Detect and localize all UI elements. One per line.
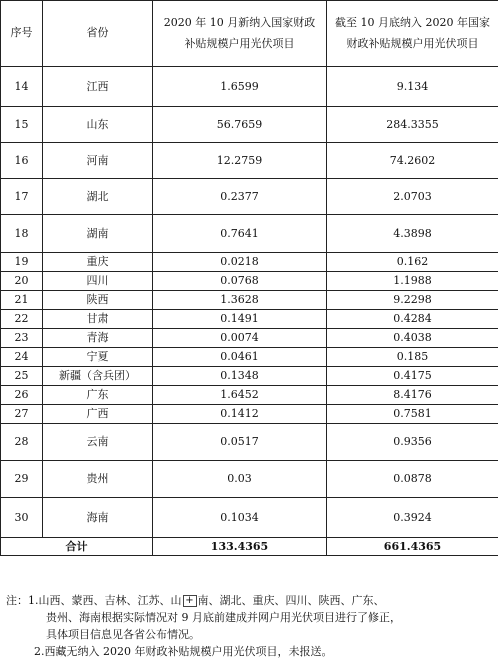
row-province: 甘肃 [43,310,153,329]
header-new-line1: 2020 年 10 月新纳入国家财政 [163,15,316,29]
table-row [1,291,498,310]
row-no: 14 [1,67,43,107]
row-cumulative-capacity: 2.0703 [327,179,498,215]
row-new-capacity: 0.1491 [153,310,327,329]
row-new-capacity: 1.3628 [153,291,327,310]
row-new-capacity: 12.2759 [153,143,327,179]
row-province: 湖南 [43,215,153,253]
row-cumulative-capacity: 0.3924 [327,498,498,538]
row-no: 21 [1,291,43,310]
header-cum-line2: 财政补贴规模户用光伏项目 [346,36,479,50]
row-cumulative-capacity: 8.4176 [327,386,498,405]
header-cum-line1: 截至 10 月底纳入 2020 年国家 [335,15,490,29]
row-no: 20 [1,272,43,291]
row-cumulative-capacity: 0.4175 [327,367,498,386]
row-new-capacity: 56.7659 [153,107,327,143]
table-header-row [1,1,498,67]
table-row [1,498,498,538]
row-new-capacity: 0.03 [153,461,327,498]
row-province: 山东 [43,107,153,143]
row-province: 广东 [43,386,153,405]
row-new-capacity: 0.0768 [153,272,327,291]
table-row [1,179,498,215]
row-cumulative-capacity: 0.0878 [327,461,498,498]
table-row [1,424,498,461]
plus-icon[interactable]: + [183,595,197,607]
row-cumulative-capacity: 0.4284 [327,310,498,329]
header-new-capacity [153,1,327,67]
row-no: 25 [1,367,43,386]
total-new: 133.4365 [153,538,327,556]
row-cumulative-capacity: 4.3898 [327,215,498,253]
row-no: 26 [1,386,43,405]
row-no: 18 [1,215,43,253]
header-no: 序号 [1,1,43,67]
row-no: 24 [1,348,43,367]
table-row [1,461,498,498]
row-new-capacity: 0.1412 [153,405,327,424]
table-total-row [1,538,498,556]
table-row [1,272,498,291]
table-row [1,367,498,386]
table-row [1,348,498,367]
row-province: 四川 [43,272,153,291]
row-new-capacity: 0.1348 [153,367,327,386]
table-row [1,215,498,253]
row-new-capacity: 0.7641 [153,215,327,253]
header-cumulative-capacity [327,1,498,67]
row-new-capacity: 1.6452 [153,386,327,405]
footnotes [6,592,496,660]
row-no: 27 [1,405,43,424]
total-cum: 661.4365 [327,538,498,556]
table-row [1,67,498,107]
row-cumulative-capacity: 0.9356 [327,424,498,461]
note-1-text-a: 注：1.山西、蒙西、吉林、江苏、山 [6,594,182,607]
row-province: 河南 [43,143,153,179]
row-no: 17 [1,179,43,215]
table-row [1,253,498,272]
row-cumulative-capacity: 284.3355 [327,107,498,143]
row-new-capacity: 0.0074 [153,329,327,348]
row-no: 16 [1,143,43,179]
row-cumulative-capacity: 74.2602 [327,143,498,179]
row-new-capacity: 0.0461 [153,348,327,367]
row-no: 19 [1,253,43,272]
row-no: 28 [1,424,43,461]
row-province: 海南 [43,498,153,538]
row-cumulative-capacity: 0.185 [327,348,498,367]
header-province: 省份 [43,1,153,67]
row-province: 江西 [43,67,153,107]
table-row [1,386,498,405]
note-1-line-1 [6,592,496,609]
row-cumulative-capacity: 0.162 [327,253,498,272]
note-1-text-b: 南、湖北、重庆、四川、陕西、广东、 [197,594,385,607]
row-province: 广西 [43,405,153,424]
row-province: 重庆 [43,253,153,272]
header-new-line2: 补贴规模户用光伏项目 [184,36,295,50]
row-province: 新疆（含兵团） [43,367,153,386]
row-no: 22 [1,310,43,329]
note-2: 2.西藏无纳入 2020 年财政补贴规模户用光伏项目，未报送。 [34,645,333,659]
row-new-capacity: 1.6599 [153,67,327,107]
total-label: 合计 [1,538,153,556]
row-cumulative-capacity: 1.1988 [327,272,498,291]
row-cumulative-capacity: 0.4038 [327,329,498,348]
table-row [1,107,498,143]
row-cumulative-capacity: 9.134 [327,67,498,107]
row-cumulative-capacity: 0.7581 [327,405,498,424]
note-1-line-2: 贵州、海南根据实际情况对 9 月底前建成并网户用光伏项目进行了修正， [46,611,401,625]
table-row [1,329,498,348]
row-no: 15 [1,107,43,143]
row-new-capacity: 0.0218 [153,253,327,272]
note-1-line-3: 具体项目信息见各省公布情况。 [46,628,200,642]
table-row [1,310,498,329]
row-new-capacity: 0.0517 [153,424,327,461]
row-no: 23 [1,329,43,348]
row-province: 青海 [43,329,153,348]
row-province: 陕西 [43,291,153,310]
row-cumulative-capacity: 9.2298 [327,291,498,310]
table-row [1,405,498,424]
row-province: 湖北 [43,179,153,215]
row-no: 30 [1,498,43,538]
row-province: 宁夏 [43,348,153,367]
row-province: 云南 [43,424,153,461]
table-row [1,143,498,179]
row-new-capacity: 0.1034 [153,498,327,538]
row-no: 29 [1,461,43,498]
row-province: 贵州 [43,461,153,498]
row-new-capacity: 0.2377 [153,179,327,215]
